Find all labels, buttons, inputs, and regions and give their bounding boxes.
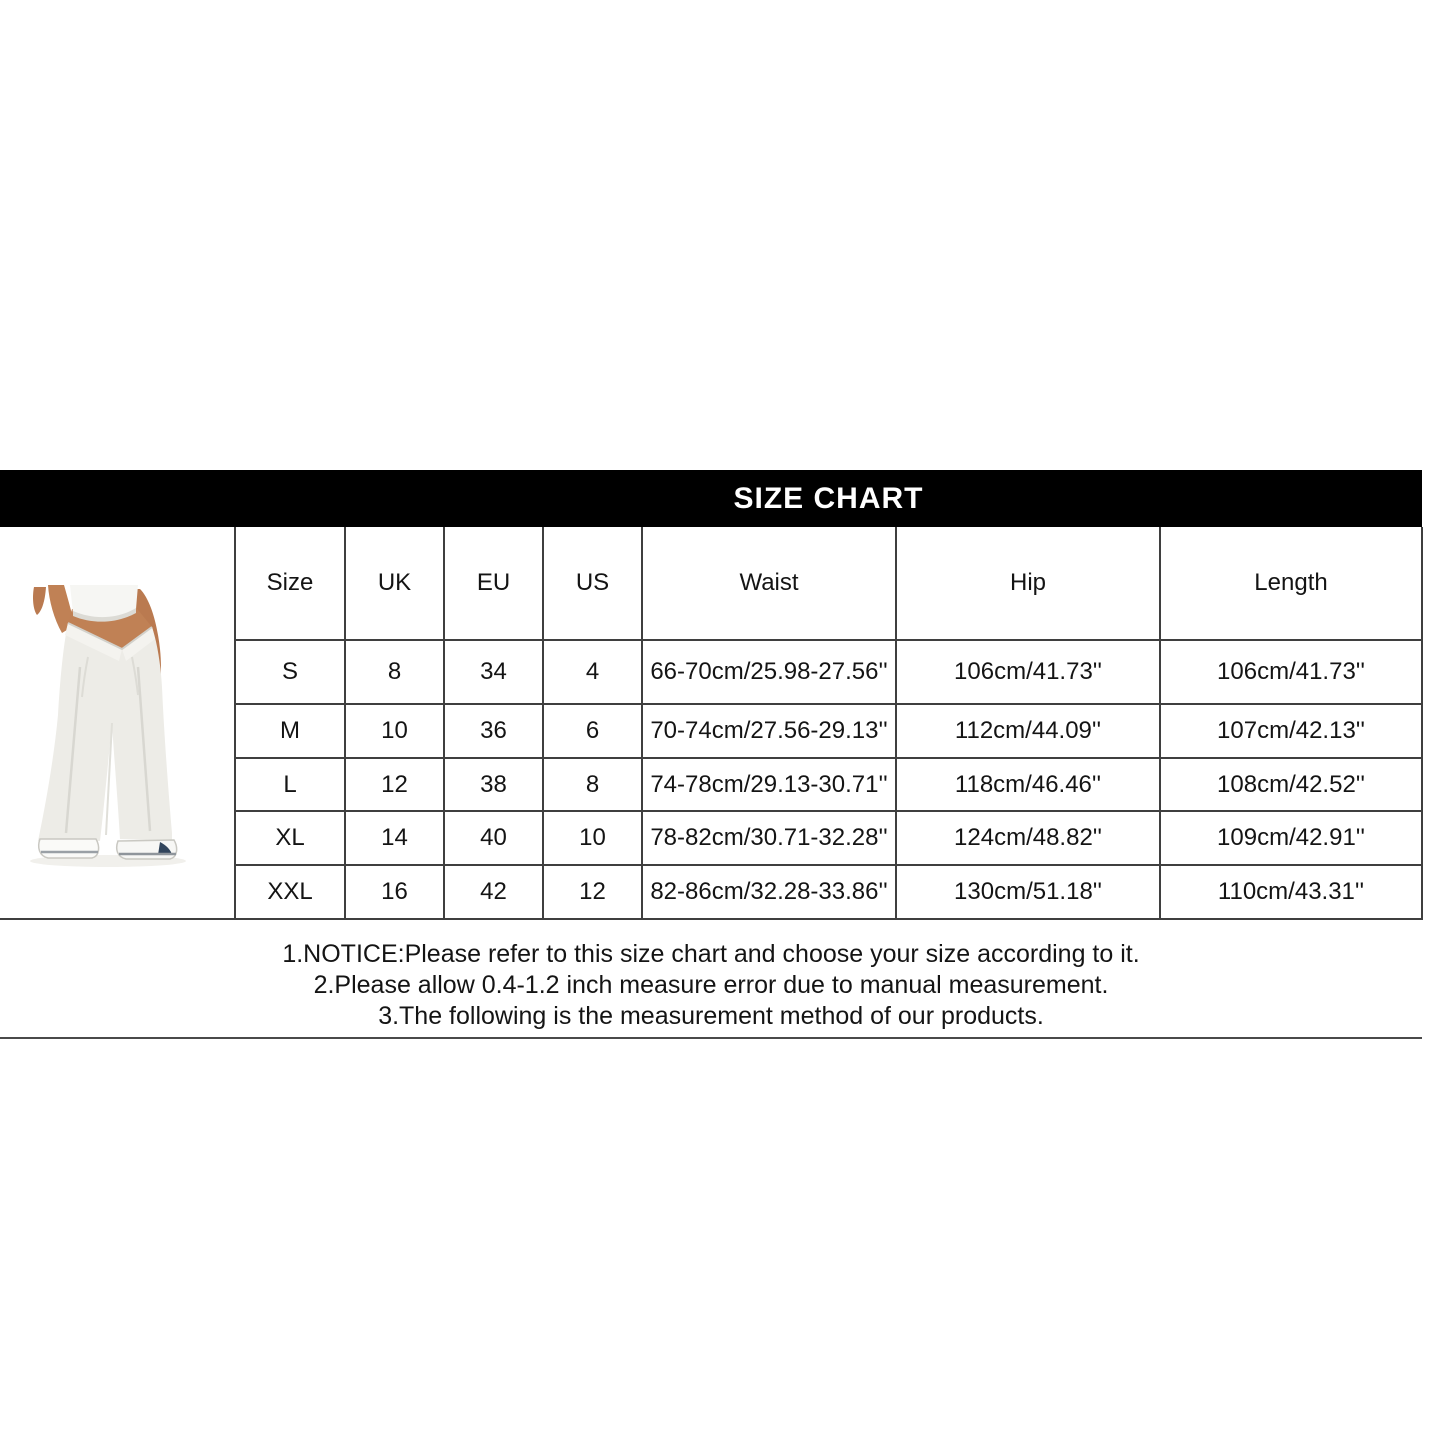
size-chart-title: SIZE CHART xyxy=(733,482,924,515)
hip-cell: 112cm/44.09'' xyxy=(896,704,1160,758)
size-chart-banner xyxy=(0,470,1422,527)
waist-cell: 82-86cm/32.28-33.86'' xyxy=(642,865,896,919)
length-cell: 108cm/42.52'' xyxy=(1160,758,1422,811)
length-cell: 109cm/42.91'' xyxy=(1160,811,1422,865)
size-table xyxy=(0,527,1423,920)
product-photo xyxy=(0,527,227,919)
size-cell: S xyxy=(235,640,345,704)
eu-cell: 42 xyxy=(444,865,543,919)
uk-cell: 8 xyxy=(345,640,444,704)
size-cell: XXL xyxy=(235,865,345,919)
waist-cell: 66-70cm/25.98-27.56'' xyxy=(642,640,896,704)
uk-cell: 12 xyxy=(345,758,444,811)
uk-cell: 16 xyxy=(345,865,444,919)
col-header-size: Size xyxy=(235,527,345,640)
notice-line-1: 1.NOTICE:Please refer to this size chart and choose your size according to it. xyxy=(282,940,1140,968)
eu-cell: 34 xyxy=(444,640,543,704)
us-cell: 8 xyxy=(543,758,642,811)
size-cell: XL xyxy=(235,811,345,865)
eu-cell: 38 xyxy=(444,758,543,811)
waist-cell: 70-74cm/27.56-29.13'' xyxy=(642,704,896,758)
us-cell: 4 xyxy=(543,640,642,704)
hip-cell: 124cm/48.82'' xyxy=(896,811,1160,865)
col-header-eu: EU xyxy=(444,527,543,640)
length-cell: 107cm/42.13'' xyxy=(1160,704,1422,758)
product-photo-cell xyxy=(0,527,235,919)
notice-section xyxy=(0,934,1422,1039)
finger-left xyxy=(33,587,46,615)
col-header-us: US xyxy=(543,527,642,640)
us-cell: 10 xyxy=(543,811,642,865)
size-cell: M xyxy=(235,704,345,758)
hip-cell: 130cm/51.18'' xyxy=(896,865,1160,919)
eu-cell: 36 xyxy=(444,704,543,758)
table-header-row xyxy=(0,527,1422,640)
col-header-length: Length xyxy=(1160,527,1422,640)
us-cell: 12 xyxy=(543,865,642,919)
shoe-left xyxy=(39,839,99,858)
uk-cell: 10 xyxy=(345,704,444,758)
waist-cell: 74-78cm/29.13-30.71'' xyxy=(642,758,896,811)
pants xyxy=(38,623,172,841)
hip-cell: 106cm/41.73'' xyxy=(896,640,1160,704)
waist-cell: 78-82cm/30.71-32.28'' xyxy=(642,811,896,865)
size-cell: L xyxy=(235,758,345,811)
length-cell: 106cm/41.73'' xyxy=(1160,640,1422,704)
col-header-hip: Hip xyxy=(896,527,1160,640)
us-cell: 6 xyxy=(543,704,642,758)
length-cell: 110cm/43.31'' xyxy=(1160,865,1422,919)
hip-cell: 118cm/46.46'' xyxy=(896,758,1160,811)
uk-cell: 14 xyxy=(345,811,444,865)
col-header-uk: UK xyxy=(345,527,444,640)
notice-line-2: 2.Please allow 0.4-1.2 inch measure error due to manual measurement. xyxy=(313,971,1109,999)
col-header-waist: Waist xyxy=(642,527,896,640)
eu-cell: 40 xyxy=(444,811,543,865)
notice-line-3: 3.The following is the measurement method of our products. xyxy=(378,1002,1044,1030)
